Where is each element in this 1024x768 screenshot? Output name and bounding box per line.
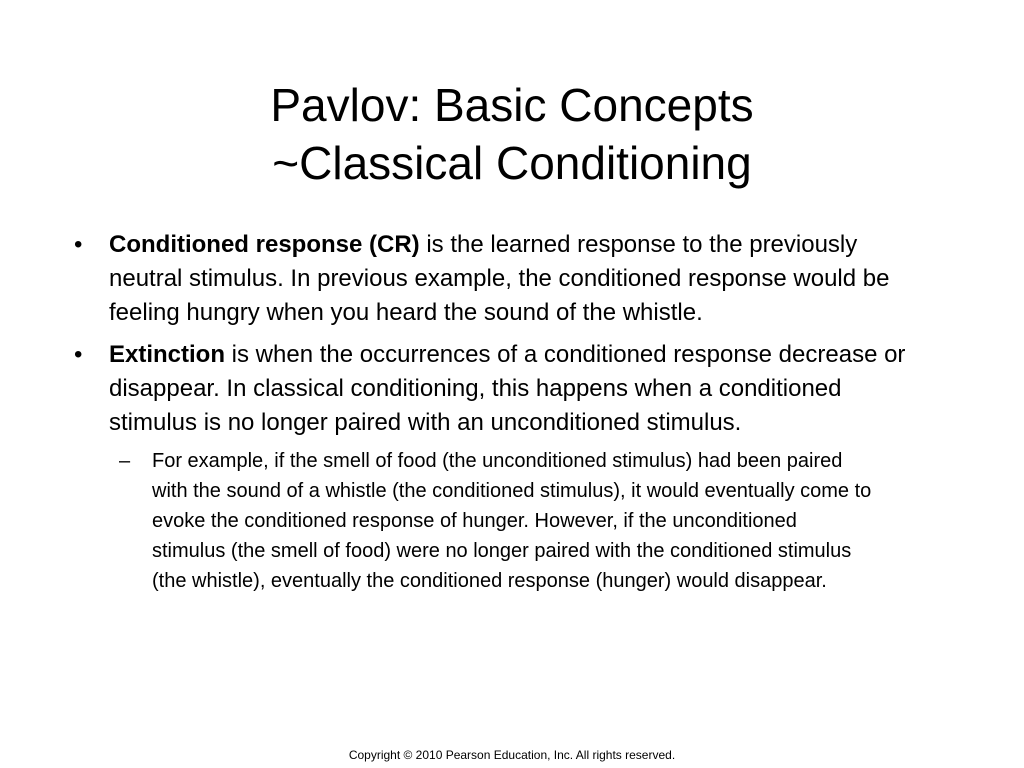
- bullet-dot-icon: •: [74, 231, 83, 258]
- slide-title-line-2: ~Classical Conditioning: [272, 137, 752, 189]
- term-conditioned-response: Conditioned response (CR): [109, 231, 420, 258]
- slide-title-line-1: Pavlov: Basic Concepts: [270, 79, 754, 131]
- bullet-dot-icon: •: [74, 341, 83, 368]
- copyright-footer: Copyright © 2010 Pearson Education, Inc. All rights reserved.: [348, 748, 676, 762]
- definition-extinction: is when the occurrences of a conditioned response decrease or disappear. In classical conditioning, this happens when a conditioned stimulus is no longer paired with an unconditioned stimulus.: [109, 341, 906, 436]
- bullet-extinction: [74, 338, 914, 440]
- term-extinction: Extinction: [109, 341, 226, 368]
- bullet-list: [74, 228, 914, 596]
- bullet-conditioned-response: [74, 228, 914, 330]
- slide-title: [0, 76, 1024, 192]
- sub-bullet-example: [119, 446, 872, 596]
- dash-icon: –: [119, 450, 131, 472]
- sub-bullet-text: For example, if the smell of food (the unconditioned stimulus) had been paired with the sound of a whistle (the conditioned stimulus), it would eventually come to evoke the conditioned response of hunger. However, if the unconditioned stimulus (the smell of food) were no longer paired with the conditioned stimulus (the whistle), eventually the conditioned response (hunger) would disappear.: [152, 450, 872, 592]
- definition-conditioned-response: is the learned response to the previously neutral stimulus. In previous example, the conditioned response would be feeling hungry when you heard the sound of the whistle.: [109, 231, 890, 326]
